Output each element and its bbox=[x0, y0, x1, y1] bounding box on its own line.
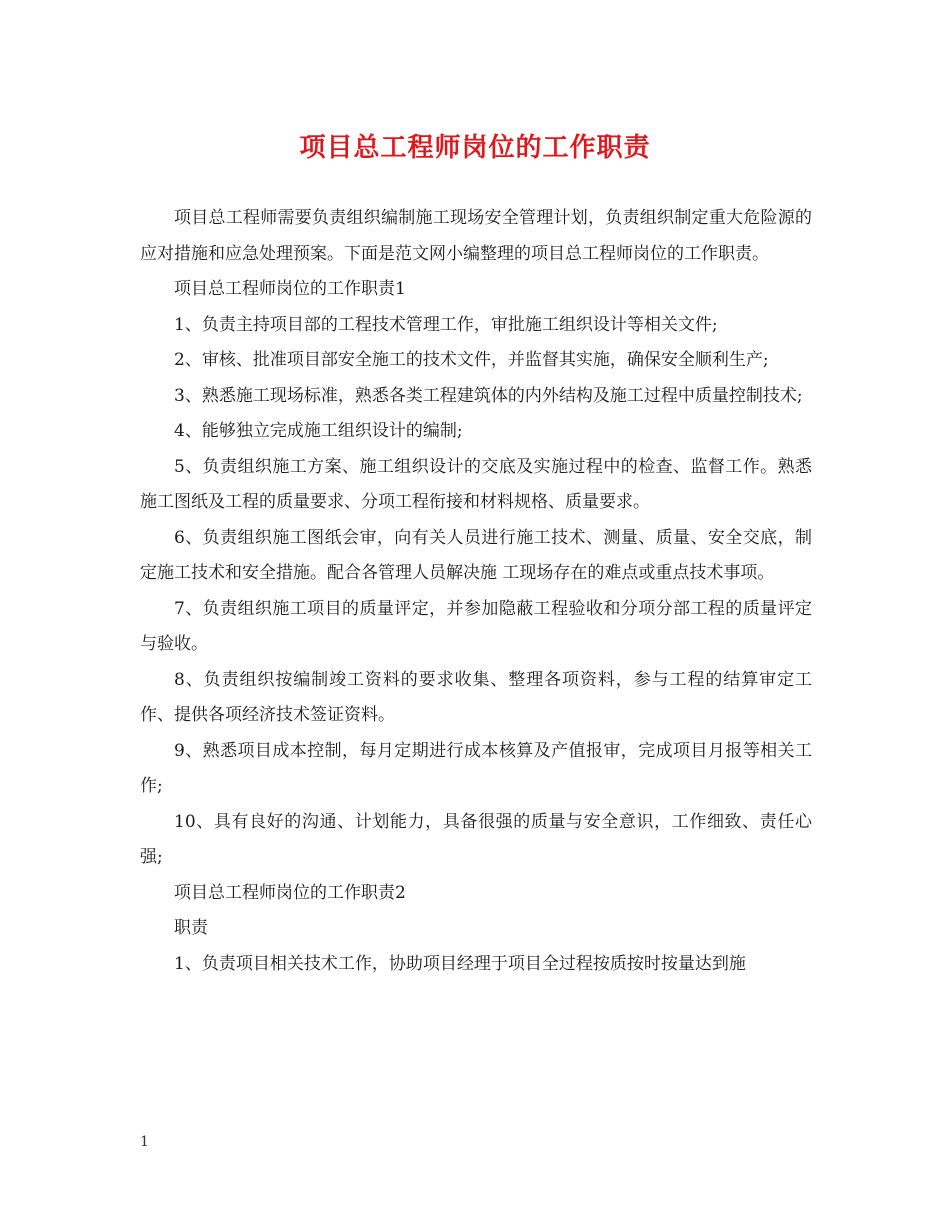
document-title: 项目总工程师岗位的工作职责 bbox=[299, 133, 651, 163]
list-item: 5、负责组织施工方案、施工组织设计的交底及实施过程中的检查、监督工作。熟悉施工图纸及工程的质量要求、分项工程衔接和材料规格、质量要求。 bbox=[140, 456, 812, 512]
list-item: 3、熟悉施工现场标准，熟悉各类工程建筑体的内外结构及施工过程中质量控制技术; bbox=[174, 385, 803, 406]
subheading-duties: 职责 bbox=[174, 918, 208, 938]
intro-paragraph: 项目总工程师需要负责组织编制施工现场安全管理计划，负责组织制定重大危险源的应对措施和应急处理预案。下面是范文网小编整理的项目总工程师岗位的工作职责。 bbox=[140, 208, 812, 264]
list-item: 6、负责组织施工图纸会审，向有关人员进行施工技术、测量、质量、安全交底，制定施工技术和安全措施。配合各管理人员解决施 工现场存在的难点或重点技术事项。 bbox=[140, 527, 812, 583]
document-body bbox=[140, 201, 812, 982]
section-heading-1: 项目总工程师岗位的工作职责1 bbox=[174, 279, 406, 299]
section-heading-2: 项目总工程师岗位的工作职责2 bbox=[174, 882, 406, 903]
list-item: 2、审核、批准项目部安全施工的技术文件，并监督其实施，确保安全顺利生产; bbox=[174, 350, 769, 370]
list-item: 10、具有良好的沟通、计划能力，具备很强的质量与安全意识，工作细致、责任心强; bbox=[140, 811, 812, 867]
list-item: 4、能够独立完成施工组织设计的编制; bbox=[174, 421, 463, 441]
list-item: 1、负责项目相关技术工作，协助项目经理于项目全过程按质按时按量达到施 bbox=[174, 953, 746, 974]
page-number: 1 bbox=[140, 1134, 149, 1150]
list-item: 7、负责组织施工项目的质量评定，并参加隐蔽工程验收和分项分部工程的质量评定与验收。 bbox=[140, 598, 812, 654]
list-item: 1、负责主持项目部的工程技术管理工作，审批施工组织设计等相关文件; bbox=[174, 314, 718, 335]
list-item: 9、熟悉项目成本控制，每月定期进行成本核算及产值报审，完成项目月报等相关工作; bbox=[140, 740, 812, 796]
list-item: 8、负责组织按编制竣工资料的要求收集、整理各项资料，参与工程的结算审定工作、提供各项经济技术签证资料。 bbox=[140, 669, 812, 725]
